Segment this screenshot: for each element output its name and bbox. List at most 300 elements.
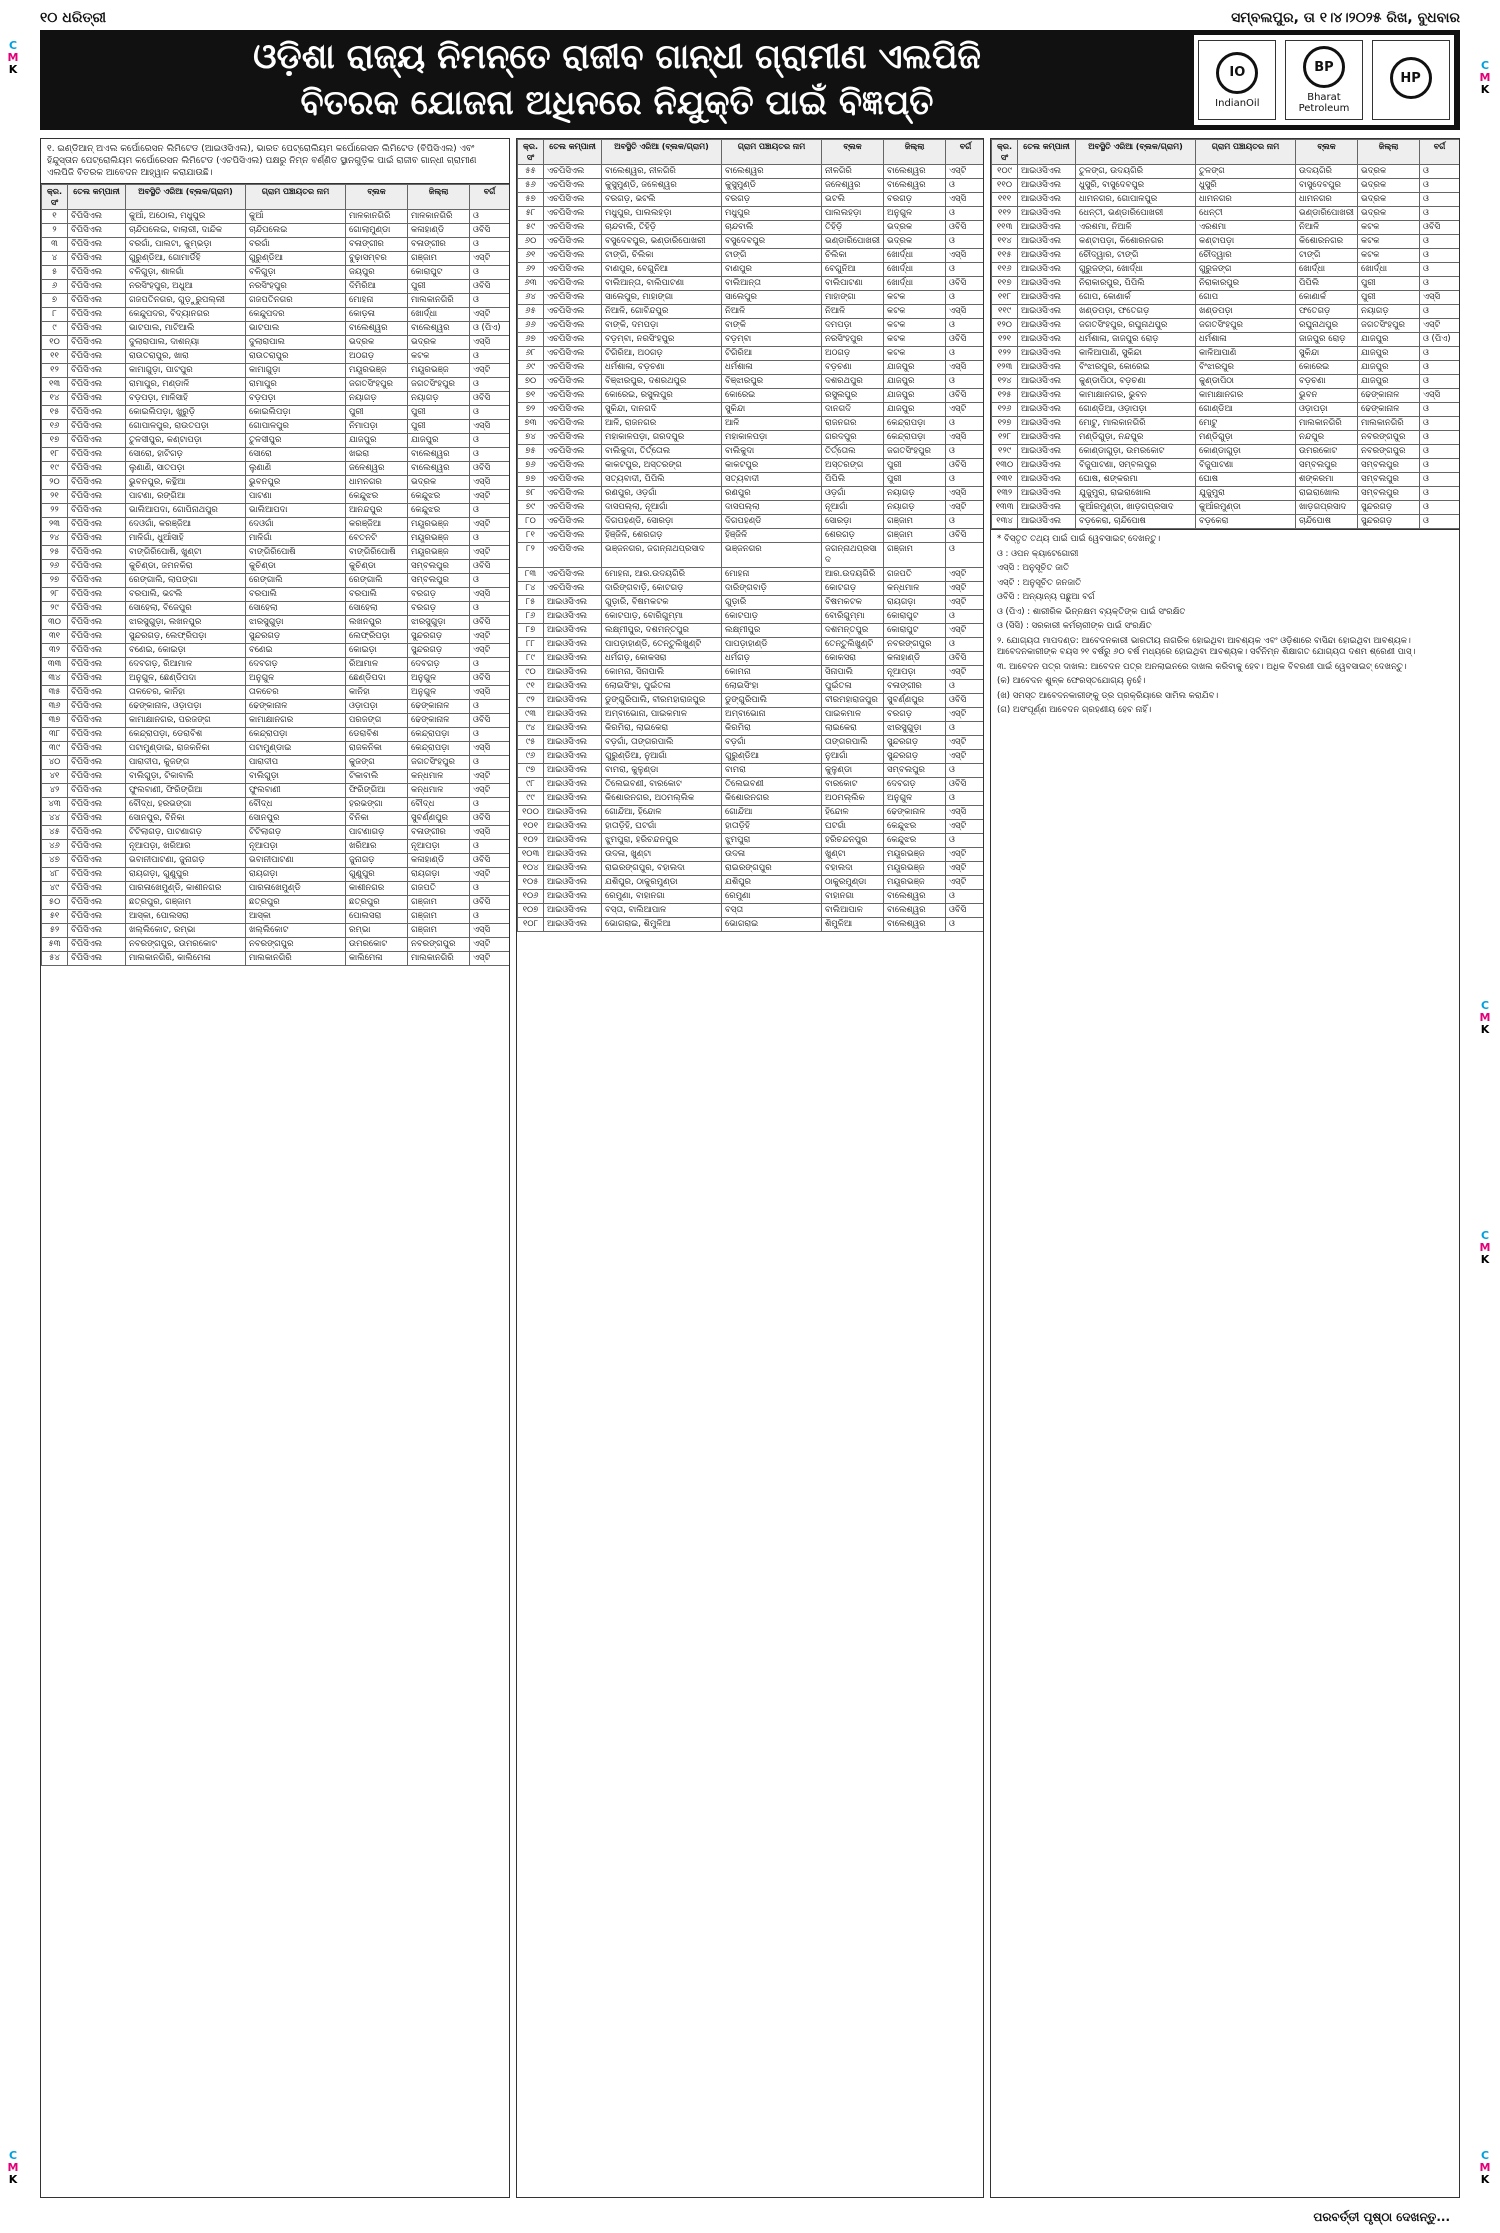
- table-cell-dist: କଟକ: [884, 347, 946, 361]
- table-cell-gp: ଭଞ୍ଜନଗର: [722, 543, 822, 568]
- table-cell-sl: ୧୧୨: [992, 207, 1018, 221]
- table-cell-sl: ୧୬: [42, 420, 68, 434]
- table-cell-loc: ଧାମନଗର, ଗୋପାଳପୁର: [1076, 193, 1196, 207]
- table-cell-co: ଏଚପିସିଏଲ: [544, 375, 602, 389]
- table-cell-cat: ଓ: [1420, 445, 1460, 459]
- table-cell-gp: ଅନୁଗୁଳ: [246, 672, 346, 686]
- table-cell-dist: ନୟାଗଡ଼: [408, 392, 470, 406]
- table-row: [42, 252, 510, 266]
- table-cell-cat: ଓବିସି: [470, 854, 510, 868]
- table-cell-cat: ଓ (ପିଏ): [1420, 333, 1460, 347]
- table-cell-loc: ମଧୁପୁର, ପାଲଲହଡ଼ା: [602, 207, 722, 221]
- table-cell-dist: ସମ୍ବଲପୁର: [1358, 459, 1420, 473]
- table-cell-blk: ବାରକୋଟ: [822, 778, 884, 792]
- table-cell-gp: ରାଇରଙ୍ଗପୁର: [722, 862, 822, 876]
- table-cell-blk: ମାହାଙ୍ଗା: [822, 291, 884, 305]
- table-cell-loc: ଧର୍ମଶାଳା, ବଡ଼ଚଣା: [602, 361, 722, 375]
- table-cell-dist: ଝାରସୁଗୁଡ଼ା: [408, 616, 470, 630]
- table-cell-blk: କୁଚିଣ୍ଡା: [346, 560, 408, 574]
- table-cell-dist: ଜଗତସିଂହପୁର: [1358, 319, 1420, 333]
- table-cell-blk: ନିମାପଡ଼ା: [346, 420, 408, 434]
- table-cell-blk: ଦମପଡ଼ା: [822, 319, 884, 333]
- column-header: ବର୍ଗ: [946, 140, 985, 165]
- table-row: [42, 392, 510, 406]
- table-cell-blk: ଗରଦପୁର: [822, 431, 884, 445]
- table-cell-loc: ବିଜୁପାଟଣା, ସମ୍ବଲପୁର: [1076, 459, 1196, 473]
- table-row: [518, 596, 985, 610]
- table-cell-blk: ବୋରିଗୁମ୍ମା: [822, 610, 884, 624]
- table-row: [518, 403, 985, 417]
- table-cell-loc: ଦେଓଗାଁ, କରଞ୍ଜିଆ: [126, 518, 246, 532]
- table-cell-dist: ସମ୍ବଲପୁର: [884, 764, 946, 778]
- table-cell-co: ଆଇଓସିଏଲ: [544, 722, 602, 736]
- table-cell-sl: ୭୮: [518, 487, 544, 501]
- column-header: ବ୍ଲକ: [346, 185, 408, 210]
- table-cell-co: ଆଇଓସିଏଲ: [1018, 207, 1076, 221]
- table-cell-dist: ଅନୁଗୁଳ: [408, 672, 470, 686]
- table-cell-co: ବିପିସିଏଲ: [68, 700, 126, 714]
- table-cell-cat: ଏସ୍‌ଟି: [946, 820, 985, 834]
- table-cell-sl: ୪୮: [42, 868, 68, 882]
- table-cell-blk: କେନ୍ଦୁଝର: [346, 490, 408, 504]
- table-cell-loc: ଜଗତସିଂହପୁର, ରଘୁନାଥପୁର: [1076, 319, 1196, 333]
- table-cell-sl: ୩୪: [42, 672, 68, 686]
- table-cell-loc: ସାଲେପୁର, ମାହାଙ୍ଗା: [602, 291, 722, 305]
- table-row: [518, 473, 985, 487]
- table-cell-co: ଆଇଓସିଏଲ: [1018, 473, 1076, 487]
- table-cell-sl: ୬୭: [518, 333, 544, 347]
- table-cell-sl: ୮୪: [518, 582, 544, 596]
- table-cell-cat: ଓ: [1420, 417, 1460, 431]
- table-cell-gp: ମାଲକାନଗିରି: [246, 952, 346, 966]
- table-cell-gp: ଉଦଳା: [722, 848, 822, 862]
- table-cell-sl: ୪୩: [42, 798, 68, 812]
- column-1: [40, 138, 510, 2198]
- table-row: [992, 193, 1460, 207]
- table-cell-blk: ପାଲଲହଡ଼ା: [822, 207, 884, 221]
- table-cell-gp: କାମାକ୍ଷାନଗର: [246, 714, 346, 728]
- table-cell-cat: ଓବିସି: [946, 904, 985, 918]
- table-cell-cat: ଏସ୍‌ଟି: [470, 938, 510, 952]
- table-cell-gp: କେନ୍ଦ୍ରାପଡ଼ା: [246, 728, 346, 742]
- table-row: [518, 249, 985, 263]
- dateline: ସମ୍ବଲପୁର, ତା ୧।୪।୨୦୨୫ ରିଖ, ବୁଧବାର: [1231, 10, 1460, 26]
- table-cell-dist: ଭଦ୍ରକ: [1358, 165, 1420, 179]
- table-cell-gp: ଗୁଡ଼ାରି: [722, 596, 822, 610]
- table-cell-loc: ଘୋଷ, ଶଙ୍କରମା: [1076, 473, 1196, 487]
- table-cell-co: ଆଇଓସିଏଲ: [544, 848, 602, 862]
- table-cell-dist: ଗଜପତି: [884, 568, 946, 582]
- table-cell-sl: ୯୫: [518, 736, 544, 750]
- table-row: [42, 630, 510, 644]
- table-cell-dist: ଯାଜପୁର: [884, 403, 946, 417]
- table-cell-dist: ମୟୂରଭଞ୍ଜ: [408, 518, 470, 532]
- table-cell-co: ବିପିସିଏଲ: [68, 238, 126, 252]
- table-cell-loc: ଗଜପତିନଗର, ଗୁଡ଼ୁରୁପଲ୍ଲୀ: [126, 294, 246, 308]
- table-cell-sl: ୩୭: [42, 714, 68, 728]
- table-cell-loc: ପାରାଦୀପ, କୁଜଙ୍ଗ: [126, 756, 246, 770]
- table-cell-dist: ଖୋର୍ଦ୍ଧା: [884, 277, 946, 291]
- table-cell-loc: ସୋନପୁର, ବିନିକା: [126, 812, 246, 826]
- table-cell-dist: କୋରାପୁଟ: [884, 624, 946, 638]
- table-cell-cat: ଏସ୍‌ଟି: [946, 666, 985, 680]
- table-cell-co: ବିପିସିଏଲ: [68, 434, 126, 448]
- table-cell-cat: ଓବିସି: [470, 224, 510, 238]
- table-cell-blk: ଅଠମଲ୍ଲିକ: [822, 792, 884, 806]
- table-cell-cat: ଓବିସି: [946, 389, 985, 403]
- table-cell-co: ଏଚପିସିଏଲ: [544, 291, 602, 305]
- table-cell-sl: ୬୯: [518, 361, 544, 375]
- table-cell-sl: ୧୧୫: [992, 249, 1018, 263]
- table-cell-co: ବିପିସିଏଲ: [68, 784, 126, 798]
- table-cell-gp: ବରଗଡ଼: [722, 193, 822, 207]
- table-cell-dist: ପୁରୀ: [1358, 277, 1420, 291]
- table-cell-loc: ଭୋଗରାଇ, ଶିମୁଳିଆ: [602, 918, 722, 932]
- table-cell-dist: ସୁନ୍ଦରଗଡ଼: [408, 630, 470, 644]
- table-cell-loc: ବୌଦ୍ଧ, ହରଭଙ୍ଗା: [126, 798, 246, 812]
- table-cell-dist: ଯାଜପୁର: [1358, 361, 1420, 375]
- table-cell-blk: ଉମରକୋଟ: [346, 938, 408, 952]
- table-cell-gp: ସୋହେଲା: [246, 602, 346, 616]
- table-cell-gp: କାଳିଆପାଣି: [1196, 347, 1296, 361]
- table-cell-dist: ଭଦ୍ରକ: [408, 336, 470, 350]
- table-cell-blk: ଅସ୍ତରଙ୍ଗ: [822, 459, 884, 473]
- table-cell-cat: ଓ: [946, 792, 985, 806]
- table-row: [42, 644, 510, 658]
- column-header: ଗ୍ରାମ ପଞ୍ଚାୟତର ନାମ: [246, 185, 346, 210]
- table-cell-cat: ଏସ୍‌ସି: [470, 476, 510, 490]
- hp-logo: HP: [1372, 40, 1450, 120]
- table-cell-cat: ଓ: [470, 294, 510, 308]
- table-cell-gp: ଟିଗିରିଆ: [722, 347, 822, 361]
- table-cell-cat: ଓ: [470, 700, 510, 714]
- table-cell-cat: ଏସ୍‌ଟି: [470, 490, 510, 504]
- table-cell-dist: ସୁନ୍ଦରଗଡ଼: [1358, 515, 1420, 529]
- table-cell-gp: ମାଳିଗାଁ: [246, 532, 346, 546]
- table-cell-co: ଆଇଓସିଏଲ: [1018, 333, 1076, 347]
- column-header: ବର୍ଗ: [1420, 140, 1460, 165]
- table-row: [992, 347, 1460, 361]
- table-cell-loc: ଗୋପ, କୋଣାର୍କ: [1076, 291, 1196, 305]
- table-cell-co: ବିପିସିଏଲ: [68, 630, 126, 644]
- note-item: (ଖ) ସମସ୍ତ ଆବେଦନକାରୀଙ୍କୁ ଡ୍ର ପ୍ରକ୍ରିୟାରେ ସାମିଲ କରାଯିବ।: [997, 690, 1219, 701]
- column-header: ଜିଲ୍ଲା: [408, 185, 470, 210]
- table-cell-sl: ୮୬: [518, 610, 544, 624]
- column-header: ଅବସ୍ଥିତି ଏରିଆ (ବ୍ଲକ/ଗ୍ରାମ): [602, 140, 722, 165]
- table-cell-cat: ଓ: [470, 378, 510, 392]
- table-cell-gp: କୋଇଲିପଡ଼ା: [246, 406, 346, 420]
- table-cell-co: ବିପିସିଏଲ: [68, 770, 126, 784]
- table-cell-dist: ଢେଙ୍କାନାଳ: [408, 700, 470, 714]
- table-row: [518, 918, 985, 932]
- table-cell-cat: ଓ: [1420, 375, 1460, 389]
- table-cell-loc: ଦେବଗଡ଼, ରିଆମାଳ: [126, 658, 246, 672]
- table-cell-sl: ୧୦୯: [992, 165, 1018, 179]
- table-cell-dist: ଖୋର୍ଦ୍ଧା: [884, 249, 946, 263]
- table-row: [992, 207, 1460, 221]
- table-cell-loc: ଧର୍ମଗଡ଼, କୋକସରା: [602, 652, 722, 666]
- table-cell-sl: ୧୩୩: [992, 501, 1018, 515]
- table-cell-blk: ପୁରୀ: [346, 406, 408, 420]
- note-item: ଏସ୍‌ସି : ଅନୁସୂଚିତ ଜାତି: [997, 563, 1070, 573]
- table-cell-co: ଆଇଓସିଏଲ: [1018, 291, 1076, 305]
- table-row: [518, 848, 985, 862]
- table-cell-sl: ୧୨୦: [992, 319, 1018, 333]
- table-cell-blk: କାନିହା: [346, 686, 408, 700]
- table-cell-cat: ଓ (ପିଏ): [470, 322, 510, 336]
- table-cell-co: ବିପିସିଏଲ: [68, 448, 126, 462]
- table-cell-loc: ବଡ଼ଗାଁ, ତାଙ୍ଗରପାଲି: [602, 736, 722, 750]
- table-cell-co: ବିପିସିଏଲ: [68, 798, 126, 812]
- table-cell-loc: ଟିଗିରିଆ, ଅଠଗଡ଼: [602, 347, 722, 361]
- table-cell-blk: ନୁଆଗାଁ: [822, 750, 884, 764]
- table-cell-co: ବିପିସିଏଲ: [68, 840, 126, 854]
- table-cell-cat: ଓ: [946, 207, 985, 221]
- table-cell-gp: ଧର୍ମଗଡ଼: [722, 652, 822, 666]
- table-row: [42, 952, 510, 966]
- table-cell-co: ଆଇଓସିଏଲ: [544, 778, 602, 792]
- table-cell-sl: ୨୫: [42, 546, 68, 560]
- table-cell-sl: ୧୦: [42, 336, 68, 350]
- table-cell-co: ବିପିସିଏଲ: [68, 560, 126, 574]
- table-cell-cat: ଓ: [470, 882, 510, 896]
- table-cell-co: ଏଚପିସିଏଲ: [544, 417, 602, 431]
- table-cell-sl: ୭୩: [518, 417, 544, 431]
- table-cell-blk: ଉମରକୋଟ: [1296, 445, 1358, 459]
- table-cell-sl: ୧୦୬: [518, 890, 544, 904]
- table-cell-blk: ଜୟପୁର: [346, 266, 408, 280]
- table-row: [992, 319, 1460, 333]
- table-cell-dist: ଅନୁଗୁଳ: [884, 792, 946, 806]
- table-cell-loc: ବିଂଝାରପୁର, କୋରେଇ: [1076, 361, 1196, 375]
- table-cell-cat: ଏସ୍‌ସି: [946, 305, 985, 319]
- table-row: [518, 375, 985, 389]
- table-cell-blk: ବଳାଙ୍ଗୀର: [346, 238, 408, 252]
- table-cell-cat: ଓ: [1420, 515, 1460, 529]
- column-header: ବ୍ଲକ: [1296, 140, 1358, 165]
- table-row: [518, 694, 985, 708]
- table-cell-blk: ଲେଫ୍ରିପଡ଼ା: [346, 630, 408, 644]
- table-cell-dist: କଳାହାଣ୍ଡି: [408, 224, 470, 238]
- table-cell-gp: ଚୌଦ୍ୱାର: [1196, 249, 1296, 263]
- table-cell-sl: ୨୪: [42, 532, 68, 546]
- table-cell-gp: ଦୁଲାରାପାଲ: [246, 336, 346, 350]
- table-cell-dist: କେନ୍ଦୁଝର: [884, 820, 946, 834]
- table-cell-co: ଏଚପିସିଏଲ: [544, 543, 602, 568]
- table-cell-loc: କାମାକ୍ଷାନଗର, ପରଜଙ୍ଗ: [126, 714, 246, 728]
- table-cell-dist: କୋରାପୁଟ: [408, 266, 470, 280]
- table-cell-dist: ମୟୂରଭଞ୍ଜ: [884, 862, 946, 876]
- table-cell-gp: ତାଳଚେର: [246, 686, 346, 700]
- table-cell-gp: ବାମରା: [722, 764, 822, 778]
- table-cell-sl: ୫୭: [518, 193, 544, 207]
- table-cell-dist: କଟକ: [1358, 221, 1420, 235]
- table-cell-dist: ମାଲକାନଗିରି: [408, 952, 470, 966]
- table-cell-sl: ୯୩: [518, 708, 544, 722]
- table-cell-cat: ଏସ୍‌ସି: [946, 193, 985, 207]
- table-cell-sl: ୭୦: [518, 375, 544, 389]
- table-cell-dist: ଗଞ୍ଜାମ: [408, 896, 470, 910]
- table-cell-cat: ଓବିସି: [470, 560, 510, 574]
- table-cell-cat: ଓ: [1420, 501, 1460, 515]
- table-cell-cat: ଓ: [1420, 277, 1460, 291]
- table-cell-blk: ହିନ୍ଦୋଳ: [822, 806, 884, 820]
- table-cell-sl: ୧୧୭: [992, 277, 1018, 291]
- table-row: [518, 722, 985, 736]
- table-row: [42, 476, 510, 490]
- table-cell-blk: ଉଦୟଗିରି: [1296, 165, 1358, 179]
- table-cell-loc: ଦିଗପହଣ୍ଡି, ସୋରଡ଼ା: [602, 515, 722, 529]
- table-cell-gp: ଗୋନ୍ଦିଆ: [722, 806, 822, 820]
- table-cell-dist: ନବରଙ୍ଗପୁର: [408, 938, 470, 952]
- table-cell-dist: ବାଲେଶ୍ୱର: [884, 165, 946, 179]
- table-cell-loc: ଯୁଜୁମୁରା, ରାଇରାଖୋଲ: [1076, 487, 1196, 501]
- table-cell-dist: ବରଗଡ଼: [884, 193, 946, 207]
- table-cell-gp: ଦାସପଲ୍ଲା: [722, 501, 822, 515]
- table-cell-co: ବିପିସିଏଲ: [68, 952, 126, 966]
- table-cell-cat: ଓବିସି: [470, 462, 510, 476]
- table-cell-loc: ବଳିଗୁଡ଼ା, ଶାଳଗାଁ: [126, 266, 246, 280]
- table-cell-blk: ମୟୂରଭଞ୍ଜ: [346, 364, 408, 378]
- table-cell-blk: କିଶୋରନଗର: [1296, 235, 1358, 249]
- table-cell-loc: କୋଇଲିପଡ଼ା, ଖୁରୁଡ଼ି: [126, 406, 246, 420]
- table-cell-loc: ଛତ୍ରପୁର, ଗଞ୍ଜାମ: [126, 896, 246, 910]
- table-row: [992, 291, 1460, 305]
- table-cell-blk: ପିପିଲି: [1296, 277, 1358, 291]
- table-cell-blk: ସୋରଡ଼ା: [822, 515, 884, 529]
- table-cell-loc: ଗୁଡ଼ାରି, ବିଷମକଟକ: [602, 596, 722, 610]
- title-band: [40, 30, 1460, 130]
- table-cell-sl: ୧୧୯: [992, 305, 1018, 319]
- table-cell-dist: ଭଦ୍ରକ: [884, 235, 946, 249]
- table-cell-co: ଏଚପିସିଏଲ: [544, 277, 602, 291]
- table-cell-co: ଆଇଓସିଏଲ: [1018, 445, 1076, 459]
- table-cell-cat: ଓବିସି: [946, 277, 985, 291]
- table-cell-dist: ପୁରୀ: [884, 473, 946, 487]
- table-cell-cat: ଓ: [470, 210, 510, 224]
- table-cell-dist: ଦେବଗଡ଼: [884, 778, 946, 792]
- table-cell-gp: ବସ୍ତା: [722, 904, 822, 918]
- table-cell-dist: ଗଞ୍ଜାମ: [884, 515, 946, 529]
- table-cell-sl: ୩୩: [42, 658, 68, 672]
- table-cell-co: ବିପିସିଏଲ: [68, 420, 126, 434]
- table-cell-co: ଏଚପିସିଏଲ: [544, 389, 602, 403]
- table-cell-gp: ନରସିଂହପୁର: [246, 280, 346, 294]
- table-cell-cat: ଏସ୍‌ସି: [946, 431, 985, 445]
- table-cell-loc: କେନ୍ଦ୍ରାପଡ଼ା, ଡେରାବିଶ: [126, 728, 246, 742]
- table-cell-loc: ରଣପୁର, ଓଡ଼ଗାଁ: [602, 487, 722, 501]
- table-cell-sl: ୭୭: [518, 473, 544, 487]
- table-cell-blk: ଚିଲିକା: [822, 249, 884, 263]
- table-row: [42, 532, 510, 546]
- column-header: ଜିଲ୍ଲା: [1358, 140, 1420, 165]
- table-cell-blk: ନିଆଳି: [822, 305, 884, 319]
- table-cell-loc: ପାରଳାଖେମୁଣ୍ଡି, କାଶୀନଗର: [126, 882, 246, 896]
- table-cell-loc: ଦାରିଙ୍ଗବାଡ଼ି, କୋଟଗଡ଼: [602, 582, 722, 596]
- table-header-row: [992, 140, 1460, 165]
- table-cell-dist: ବରଗଡ଼: [408, 588, 470, 602]
- table-cell-loc: ଧେନ୍ତୀ, ଭଣ୍ଡାରିପୋଖରୀ: [1076, 207, 1196, 221]
- table-cell-dist: ସୁବର୍ଣ୍ଣପୁର: [884, 694, 946, 708]
- table-cell-cat: ଓ: [470, 266, 510, 280]
- note-item: (କ) ଆବେଦନ ଶୁଳ୍କ ଫେରସ୍ତଯୋଗ୍ୟ ନୁହେଁ।: [997, 676, 1146, 686]
- column-header: ତେଲ କମ୍ପାନୀ: [544, 140, 602, 165]
- table-cell-dist: ଯାଜପୁର: [884, 375, 946, 389]
- table-cell-blk: ଲାଇକେରା: [822, 722, 884, 736]
- table-cell-blk: ଭୁବନ: [1296, 389, 1358, 403]
- table-cell-sl: ୧୨: [42, 364, 68, 378]
- table-cell-co: ଆଇଓସିଏଲ: [1018, 389, 1076, 403]
- table-row: [518, 736, 985, 750]
- table-cell-blk: ଅଠଗଡ଼: [822, 347, 884, 361]
- table-cell-loc: ବାଣପୁର, ବେଗୁନିଆ: [602, 263, 722, 277]
- table-cell-gp: ରେମୁଣା: [722, 890, 822, 904]
- table-cell-co: ଏଚପିସିଏଲ: [544, 515, 602, 529]
- table-cell-blk: ସିନାପାଲି: [822, 666, 884, 680]
- table-row: [518, 890, 985, 904]
- table-cell-sl: ୬୫: [518, 305, 544, 319]
- table-cell-dist: ଢେଙ୍କାନାଳ: [408, 714, 470, 728]
- table-cell-co: ବିପିସିଏଲ: [68, 308, 126, 322]
- table-cell-loc: କାମାକ୍ଷାନଗର, ଭୁବନ: [1076, 389, 1196, 403]
- table-cell-dist: କଟକ: [1358, 235, 1420, 249]
- table-cell-dist: ମୟୂରଭଞ୍ଜ: [408, 546, 470, 560]
- table-cell-sl: ୮୧: [518, 529, 544, 543]
- table-cell-cat: ଓବିସି: [1420, 221, 1460, 235]
- table-cell-sl: ୧୧୬: [992, 263, 1018, 277]
- table-cell-dist: ସମ୍ବଲପୁର: [408, 574, 470, 588]
- table-cell-cat: ଓବିସି: [470, 280, 510, 294]
- table-cell-loc: ବିଞ୍ଝାରପୁର, ଦଶରଥପୁର: [602, 375, 722, 389]
- table-cell-dist: ଯାଜପୁର: [408, 434, 470, 448]
- table-cell-co: ଏଚପିସିଏଲ: [544, 179, 602, 193]
- table-cell-gp: କିଶୋରନଗର: [722, 792, 822, 806]
- column-header: ଅବସ୍ଥିତି ଏରିଆ (ବ୍ଲକ/ଗ୍ରାମ): [1076, 140, 1196, 165]
- table-row: [518, 319, 985, 333]
- table-cell-gp: ସୋନପୁର: [246, 812, 346, 826]
- table-cell-gp: ଗଜପତିନଗର: [246, 294, 346, 308]
- table-row: [42, 854, 510, 868]
- table-cell-blk: ଓଡ଼ାପଡ଼ା: [1296, 403, 1358, 417]
- table-cell-dist: ସୁନ୍ଦରଗଡ଼: [884, 750, 946, 764]
- table-row: [42, 896, 510, 910]
- table-row: [42, 490, 510, 504]
- table-cell-cat: ଓ: [1420, 249, 1460, 263]
- table-cell-co: ଆଇଓସିଏଲ: [544, 820, 602, 834]
- table-cell-sl: ୯୪: [518, 722, 544, 736]
- table-cell-dist: ବରଗଡ଼: [408, 602, 470, 616]
- table-cell-sl: ୩: [42, 238, 68, 252]
- table-cell-cat: ଓ: [470, 448, 510, 462]
- table-cell-co: ଆଇଓସିଏଲ: [544, 792, 602, 806]
- table-cell-gp: ଖଲ୍ଲିକୋଟ: [246, 924, 346, 938]
- table-row: [42, 210, 510, 224]
- table-cell-co: ବିପିସିଏଲ: [68, 490, 126, 504]
- table-cell-cat: ଓ: [1420, 431, 1460, 445]
- table-cell-gp: ସୁନ୍ଦରଗଡ଼: [246, 630, 346, 644]
- column-header: କ୍ର.ସଂ: [992, 140, 1018, 165]
- table-cell-dist: ଭଦ୍ରକ: [884, 221, 946, 235]
- table-cell-blk: କୁଜଙ୍ଗ: [346, 756, 408, 770]
- table-cell-gp: ବଡ଼ମ୍ବା: [722, 333, 822, 347]
- table-cell-gp: ପଟାମୁଣ୍ଡାଇ: [246, 742, 346, 756]
- table-row: [992, 179, 1460, 193]
- table-cell-cat: ଓ: [470, 756, 510, 770]
- cmk-mark: C M K: [7, 39, 19, 76]
- cmk-mark: C M K: [7, 2149, 19, 2186]
- intro-paragraph: ୧. ଇଣ୍ଡିଆନ୍ ଅଏଲ କର୍ପୋରେସନ ଲିମିଟେଡ (ଆଇଓସିଏଲ), ଭାରତ ପେଟ୍ରୋଲିୟମ କର୍ପୋରେସନ ଲିମିଟେଡ (ବିପିସିଏଲ) ଏବଂ ହିନ୍ଦୁସ୍ତାନ ପେଟ୍ରୋଲିୟମ କର୍ପୋରେସନ ଲିମିଟେଡ (ଏଚପିସିଏଲ) ପକ୍ଷରୁ ନିମ୍ନ ବର୍ଣ୍ଣିତ ସ୍ଥାନଗୁଡ଼ିକ ପାଇଁ ରାଜୀବ ଗାନ୍ଧୀ ଗ୍ରାମୀଣ ଏଲପିଜି ବିତରକ ଆବେଦନ ଆହ୍ୱାନ କରାଯାଉଛି।: [41, 139, 509, 184]
- table-cell-cat: ଓବିସି: [946, 778, 985, 792]
